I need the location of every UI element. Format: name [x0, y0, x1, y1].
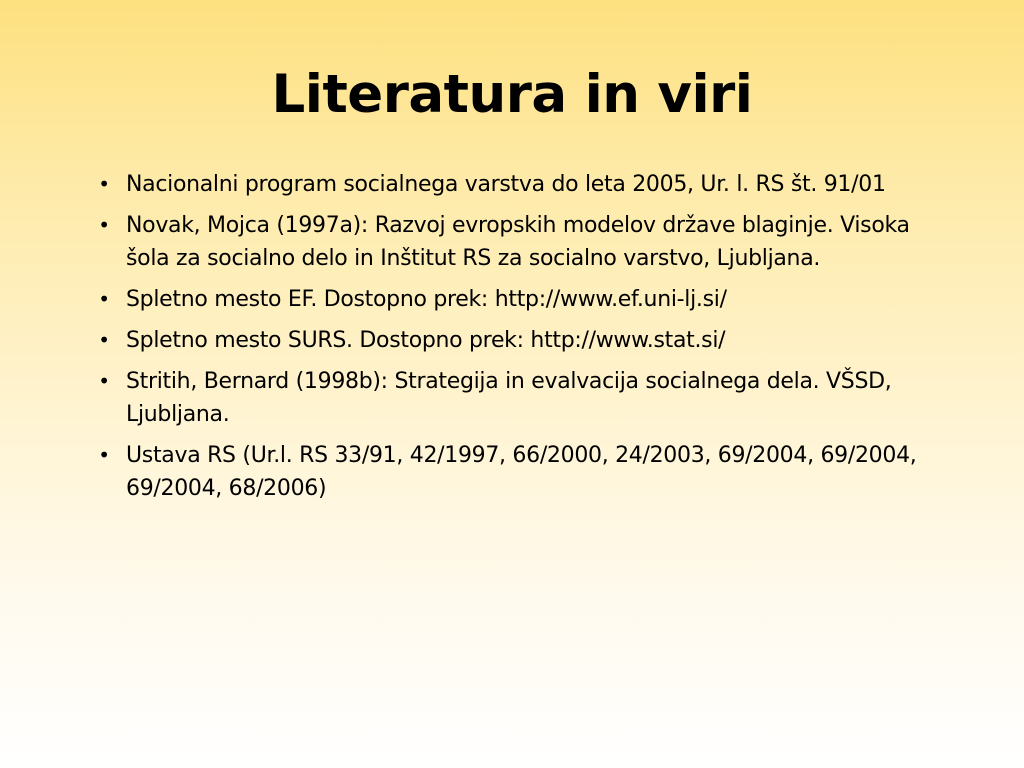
- list-item: [96, 365, 956, 431]
- reference-text: Spletno mesto EF. Dostopno prek: http://www.ef.uni-lj.si/: [126, 287, 727, 312]
- list-item: [96, 168, 956, 201]
- reference-text: Novak, Mojca (1997a): Razvoj evropskih modelov države blaginje. Visoka šola za socialno delo in Inštitut RS za socialno varstvo, Ljubljana.: [126, 213, 910, 271]
- reference-list: [96, 168, 956, 513]
- list-item: [96, 283, 956, 316]
- bullet-icon: •: [98, 213, 110, 237]
- list-item: [96, 324, 956, 357]
- bullet-icon: •: [98, 172, 110, 196]
- list-item: [96, 209, 956, 275]
- reference-text: Nacionalni program socialnega varstva do leta 2005, Ur. l. RS št. 91/01: [126, 172, 886, 197]
- reference-text: Ustava RS (Ur.l. RS 33/91, 42/1997, 66/2000, 24/2003, 69/2004, 69/2004, 69/2004, 68/2006): [126, 443, 917, 501]
- bullet-icon: •: [98, 328, 110, 352]
- slide-title: Literatura in viri: [271, 64, 753, 125]
- bullet-icon: •: [98, 287, 110, 311]
- reference-text: Stritih, Bernard (1998b): Strategija in evalvacija socialnega dela. VŠSD, Ljubljana.: [126, 369, 892, 427]
- bullet-icon: •: [98, 369, 110, 393]
- list-item: [96, 439, 956, 505]
- reference-text: Spletno mesto SURS. Dostopno prek: http://www.stat.si/: [126, 328, 726, 353]
- bullet-icon: •: [98, 443, 110, 467]
